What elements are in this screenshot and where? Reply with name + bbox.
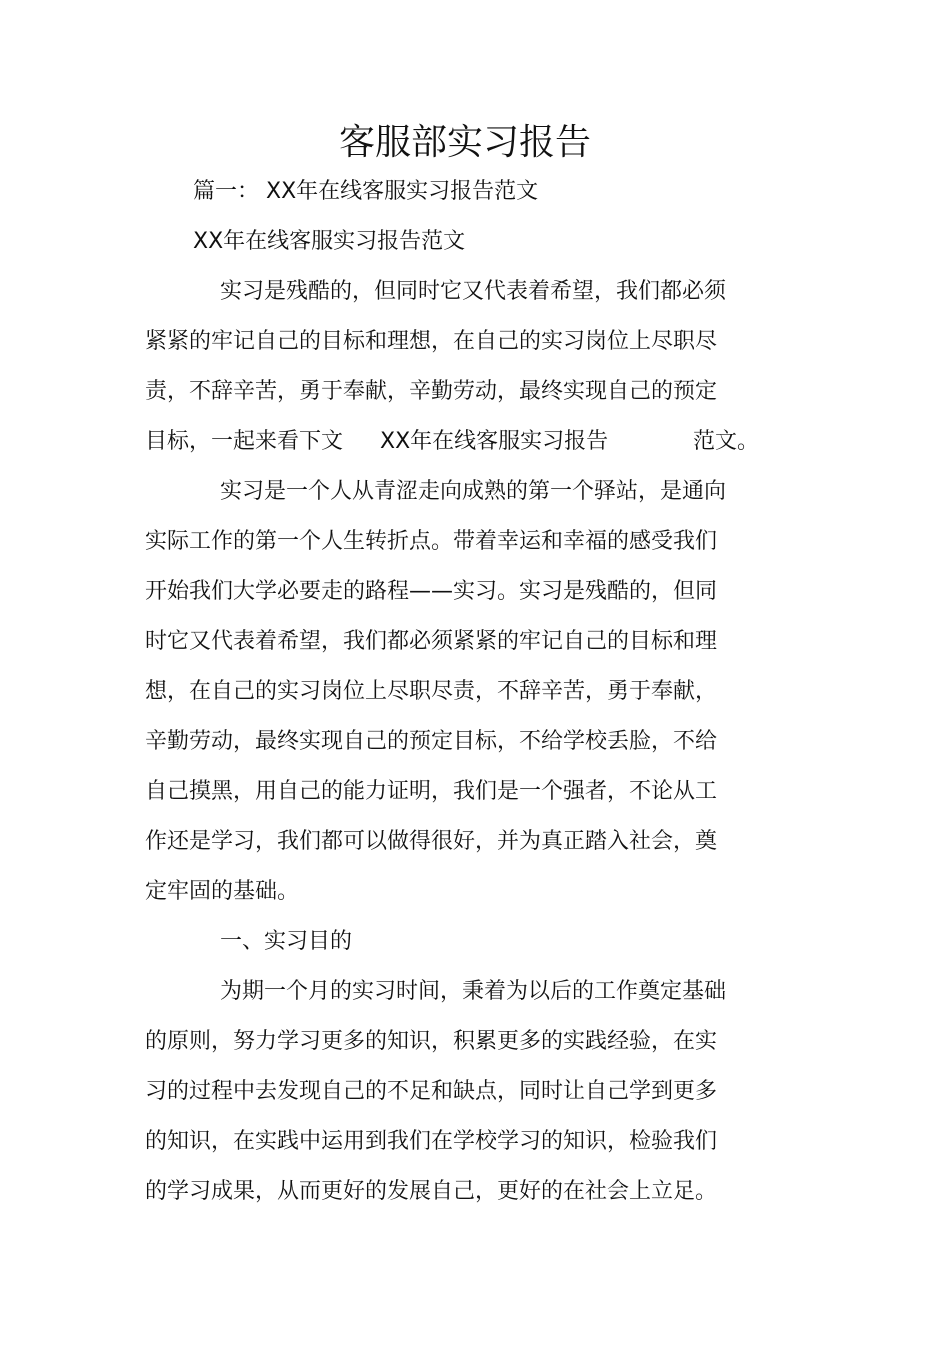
paragraph-line: 紧紧的牢记自己的目标和理想，在自己的实习岗位上尽职尽	[145, 329, 718, 354]
section-heading: 一、实习目的	[220, 929, 353, 954]
paragraph-line: 作还是学习，我们都可以做得很好，并为真正踏入社会，奠	[145, 829, 718, 854]
paragraph-line-split	[145, 426, 765, 458]
paragraph-line: 时它又代表着希望，我们都必须紧紧的牢记自己的目标和理	[145, 629, 718, 654]
split-line-part2: XX年在线客服实习报告	[380, 429, 609, 454]
split-line-part3: 范文。	[693, 429, 760, 454]
chapter-heading: 篇一： XX年在线客服实习报告范文	[193, 179, 539, 204]
paragraph-line: 实习是残酷的，但同时它又代表着希望，我们都必须	[220, 279, 727, 304]
paragraph-line: 的原则，努力学习更多的知识，积累更多的实践经验，在实	[145, 1029, 718, 1054]
paragraph-line: 习的过程中去发现自己的不足和缺点，同时让自己学到更多	[145, 1079, 718, 1104]
paragraph-line: 实习是一个人从青涩走向成熟的第一个驿站，是通向	[220, 479, 727, 504]
paragraph-line: 辛勤劳动，最终实现自己的预定目标，不给学校丢脸，不给	[145, 729, 718, 754]
paragraph-line: 的学习成果，从而更好的发展自己，更好的在社会上立足。	[145, 1179, 718, 1204]
paragraph-line: 责，不辞辛苦，勇于奉献，辛勤劳动，最终实现自己的预定	[145, 379, 718, 404]
paragraph-line: 开始我们大学必要走的路程——实习。实习是残酷的，但同	[145, 579, 718, 604]
paragraph-line: 定牢固的基础。	[145, 879, 300, 904]
split-line-part1: 目标，一起来看下文	[145, 429, 344, 454]
paragraph-line: 想，在自己的实习岗位上尽职尽责，不辞辛苦，勇于奉献，	[145, 679, 718, 704]
paragraph-line: 为期一个月的实习时间，秉着为以后的工作奠定基础	[220, 979, 727, 1004]
paragraph-line: 实际工作的第一个人生转折点。带着幸运和幸福的感受我们	[145, 529, 718, 554]
document-subtitle: XX年在线客服实习报告范文	[193, 229, 466, 254]
paragraph-line: 自己摸黑，用自己的能力证明，我们是一个强者，不论从工	[145, 779, 718, 804]
document-title: 客服部实习报告	[338, 122, 591, 163]
paragraph-line: 的知识，在实践中运用到我们在学校学习的知识，检验我们	[145, 1129, 718, 1154]
